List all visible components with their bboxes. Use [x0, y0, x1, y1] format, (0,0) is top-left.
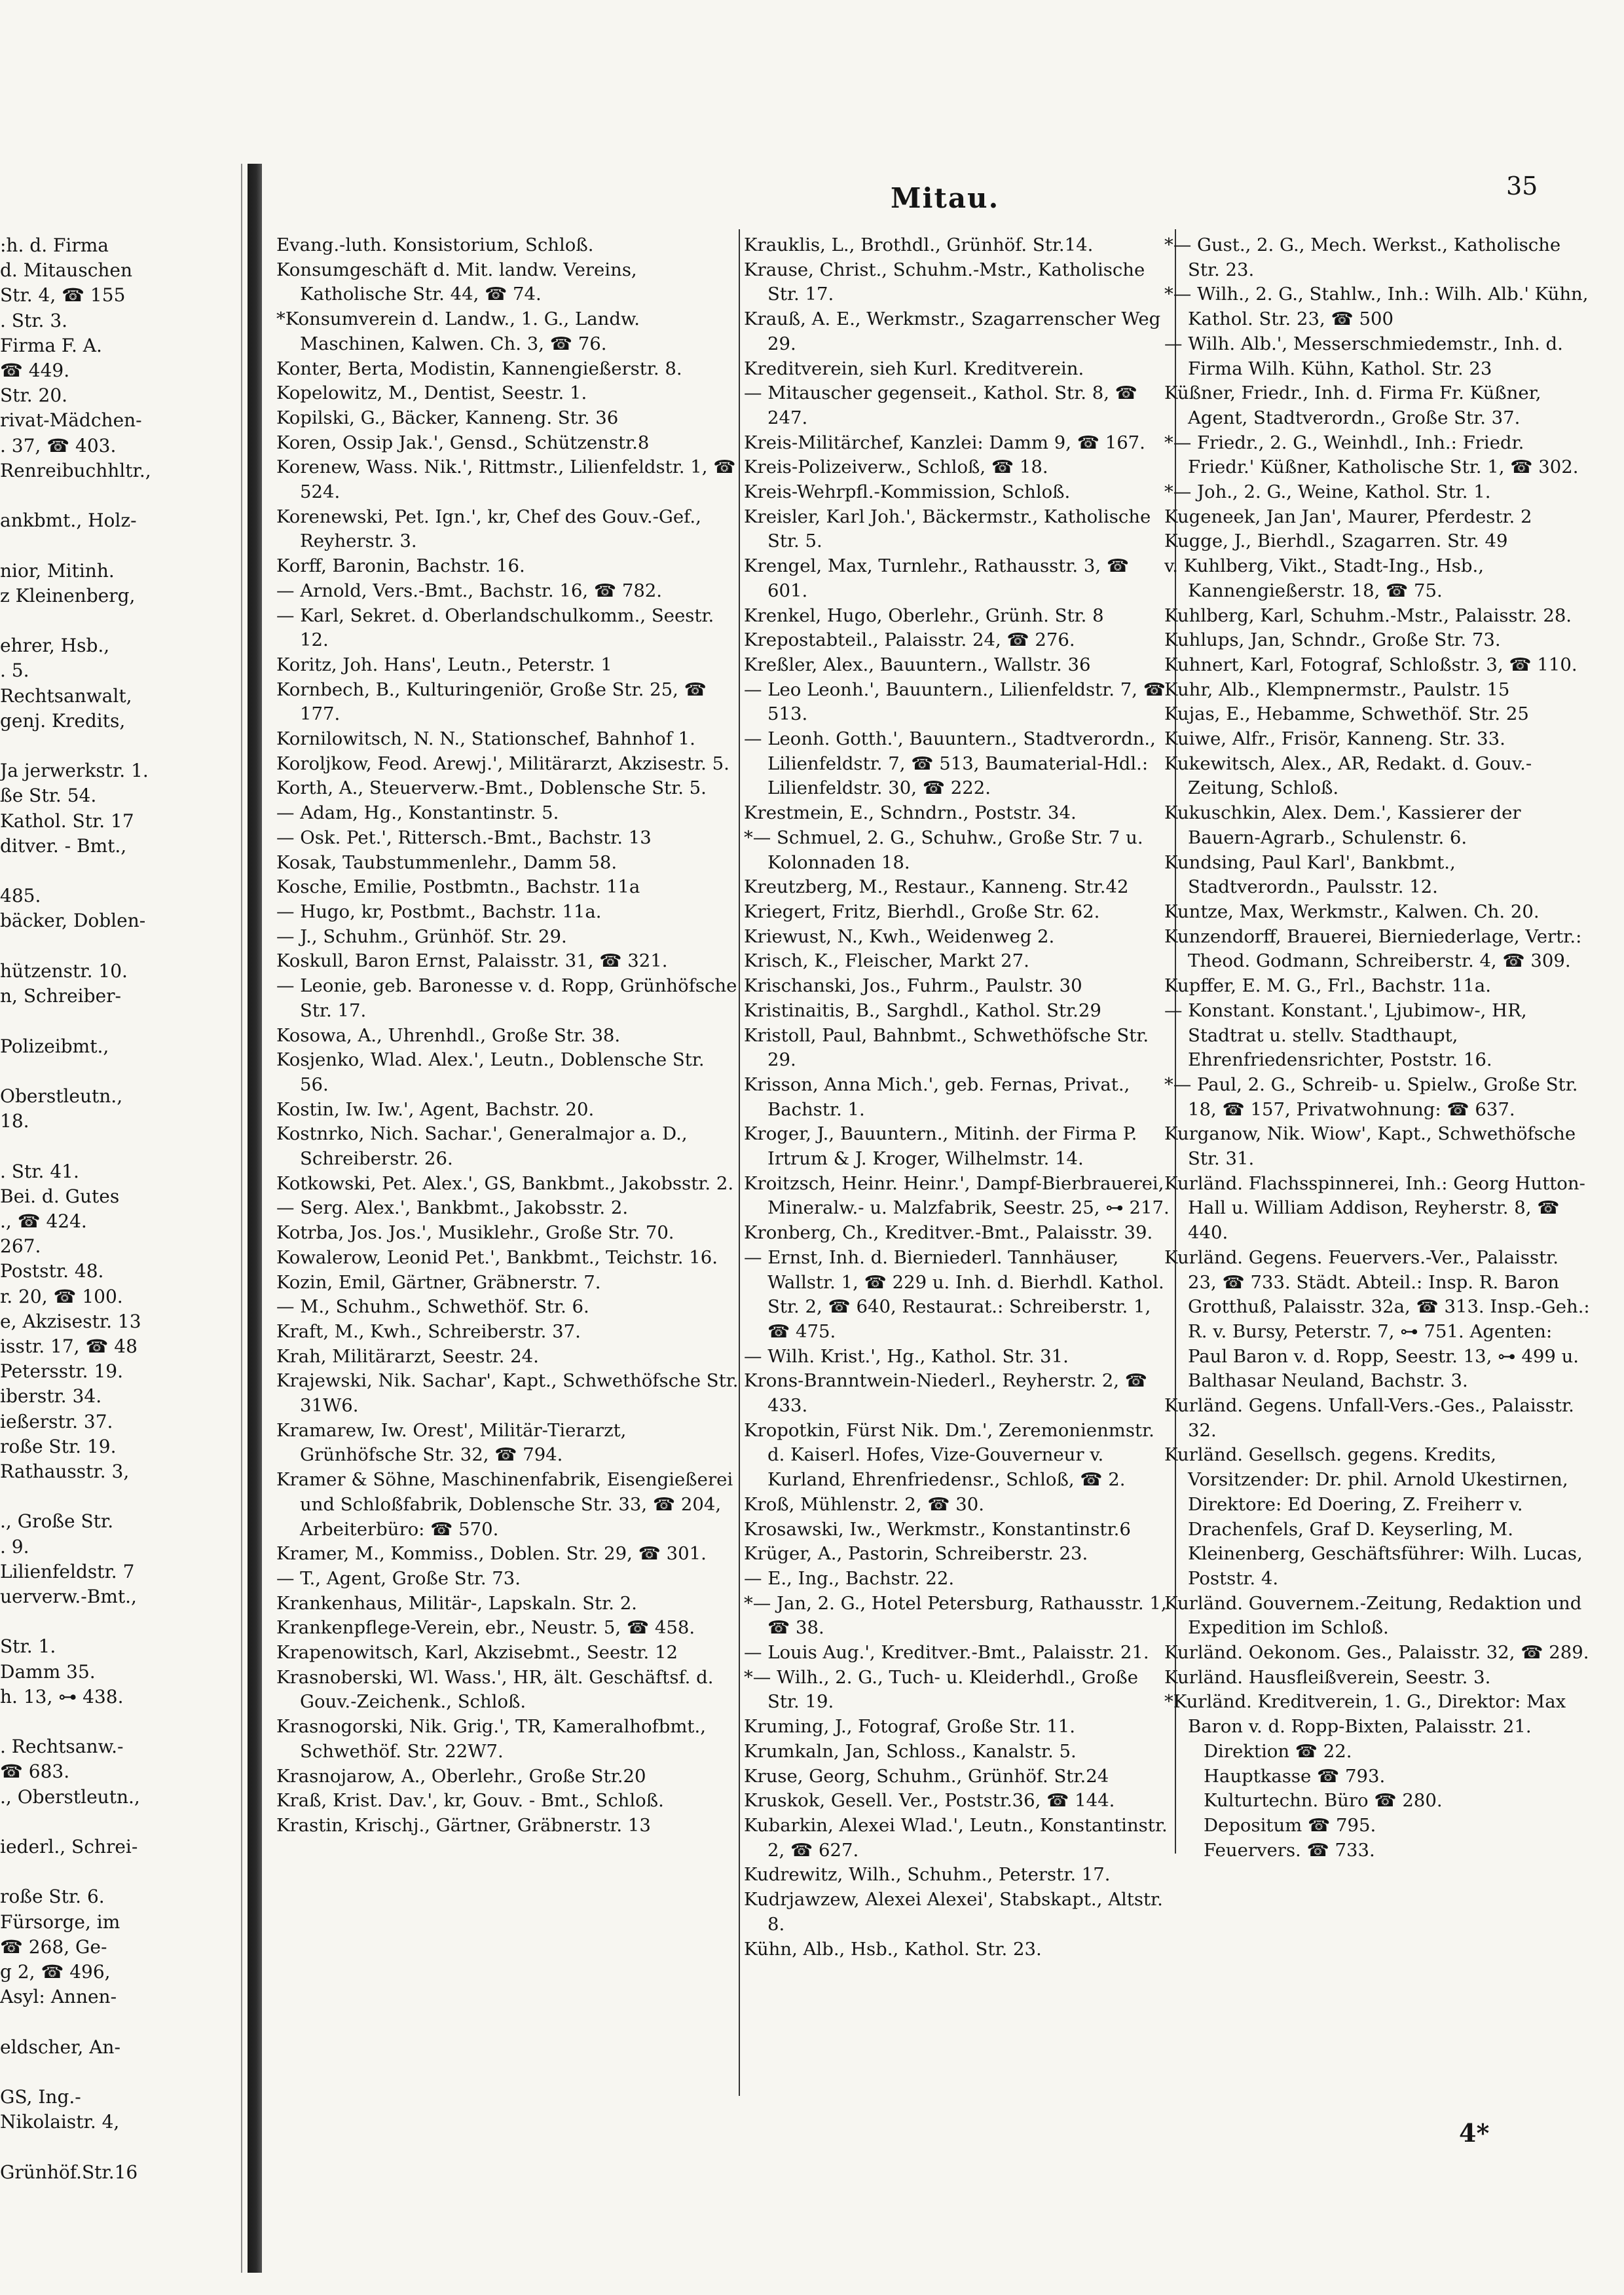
fragment-line: iberstr. 34.	[0, 1385, 102, 1408]
directory-entry: Krasnojarow, A., Oberlehr., Große Str.20	[276, 1765, 646, 1787]
directory-entry: Kornbech, B., Kulturingeniör, Große Str. 25, ☎ 177.	[276, 679, 707, 725]
fragment-line	[0, 1709, 190, 1734]
directory-entry: Krauß, A. E., Werkmstr., Szagarrenscher Weg 29.	[744, 308, 1161, 354]
directory-entry: Kramarew, Iw. Orest', Militär-Tierarzt, Grünhöfsche Str. 32, ☎ 794.	[276, 1419, 627, 1466]
directory-entry: Kruse, Georg, Schuhm., Grünhöf. Str.24	[744, 1765, 1109, 1787]
fragment-line	[0, 1134, 190, 1159]
directory-entry: Kulturtechn. Büro ☎ 280.	[1204, 1790, 1443, 1812]
fragment-line: Rathausstr. 3,	[0, 1460, 130, 1482]
directory-entry: Kroger, J., Bauuntern., Mitinh. der Firma P. Irtrum & J. Kroger, Wilhelmstr. 14.	[744, 1123, 1137, 1170]
directory-entry: Krons-Branntwein-Niederl., Reyherstr. 2, ☎ 433.	[744, 1370, 1148, 1417]
directory-entry: Kornilowitsch, N. N., Stationschef, Bahnhof 1.	[276, 728, 695, 750]
directory-entry: *Konsumverein d. Landw., 1. G., Landw. Maschinen, Kalwen. Ch. 3, ☎ 76.	[276, 308, 640, 354]
directory-entry: Kurländ. Gegens. Feuervers.-Ver., Palaisstr. 23, ☎ 733. Städt. Abteil.: Insp. R. Baron Grotthuß, Palaisstr. 32a, ☎ 313. Insp.-Geh.: R. v. Bursy, Peterstr. 7, ⊶ 751. Agenten: Paul Baron v. d. Ropp, Seestr. 13, ⊶ 499 u. Balthasar Neuland, Bachstr. 3.	[1164, 1246, 1590, 1392]
directory-entry: Kundsing, Paul Karl', Bankbmt., Stadtverordn., Paulsstr. 12.	[1164, 851, 1456, 898]
fragment-line: ditver. - Bmt.,	[0, 834, 127, 857]
directory-entry: *— Wilh., 2. G., Stahlw., Inh.: Wilh. Alb.' Kühn, Kathol. Str. 23, ☎ 500	[1164, 284, 1589, 330]
fragment-line: n, Schreiber-	[0, 985, 121, 1007]
fragment-line: Bei. d. Gutes	[0, 1185, 120, 1207]
directory-entry: Krestmein, E., Schndrn., Poststr. 34.	[744, 802, 1077, 824]
directory-entry: Kreisler, Karl Joh.', Bäckermstr., Katholische Str. 5.	[744, 506, 1151, 552]
directory-entry: Krüger, A., Pastorin, Schreiberstr. 23.	[744, 1543, 1088, 1565]
directory-entry: — Wilh. Alb.', Messerschmiedemstr., Inh. d. Firma Wilh. Kühn, Kathol. Str. 23	[1164, 333, 1563, 379]
directory-entry: — J., Schuhm., Grünhöf. Str. 29.	[276, 925, 567, 947]
directory-entry: Korff, Baronin, Bachstr. 16.	[276, 555, 525, 577]
fragment-line: iederl., Schrei-	[0, 1836, 138, 1857]
directory-entry: — Louis Aug.', Kreditver.-Bmt., Palaisstr. 21.	[744, 1642, 1149, 1664]
directory-entry: — Ernst, Inh. d. Bierniederl. Tannhäuser, Wallstr. 1, ☎ 229 u. Inh. d. Bierhdl. Kathol. Str. 2, ☎ 640, Restaurat.: Schreiberstr. 1, ☎ 475.	[744, 1246, 1164, 1342]
directory-entry: Krapenowitsch, Karl, Akzisebmt., Seestr. 12	[276, 1642, 678, 1664]
directory-entry: Kostin, Iw. Iw.', Agent, Bachstr. 20.	[276, 1098, 595, 1120]
directory-entry: Kurländ. Gesellsch. gegens. Kredits, Vorsitzender: Dr. phil. Arnold Ukestirnen, Direktore: Ed Doering, Z. Freiherr v. Drachenfels, Graf D. Keyserling, M. Kleinenberg, Geschäftsführer: Wilh. Lucas, Poststr. 4.	[1164, 1444, 1583, 1589]
directory-entry: Kropotkin, Fürst Nik. Dm.', Zeremonienmstr. d. Kaiserl. Hofes, Vize-Gouverneur v. Kurland, Ehrenfriedensr., Schloß, ☎ 2.	[744, 1419, 1154, 1491]
fragment-line: eldscher, An-	[0, 2036, 120, 2058]
fragment-line: Str. 4, ☎ 155	[0, 284, 126, 307]
fragment-line: Asyl: Annen-	[0, 1986, 117, 2008]
directory-entry: — Mitauscher gegenseit., Kathol. Str. 8, ☎ 247.	[744, 382, 1137, 428]
fragment-line	[0, 1484, 190, 1509]
directory-entry: Koren, Ossip Jak.', Gensd., Schützenstr.8	[276, 432, 650, 453]
directory-entry: Kronberg, Ch., Kreditver.-Bmt., Palaisstr. 39.	[744, 1222, 1153, 1244]
column-divider	[739, 229, 740, 2096]
fragment-line: d. Mitauschen	[0, 259, 133, 282]
fragment-line: 267.	[0, 1235, 41, 1258]
directory-entry: — Leonie, geb. Baronesse v. d. Ropp, Grünhöfsche Str. 17.	[276, 975, 737, 1021]
fragment-line: Rechtsanwalt,	[0, 684, 132, 707]
fragment-line	[0, 2009, 190, 2034]
directory-entry: v. Kuhlberg, Vikt., Stadt-Ing., Hsb., Kannengießerstr. 18, ☎ 75.	[1164, 555, 1484, 601]
fragment-line	[0, 1009, 190, 1034]
directory-entry: *— Schmuel, 2. G., Schuhw., Große Str. 7 u. Kolonnaden 18.	[744, 827, 1143, 873]
directory-entry: Kosak, Taubstummenlehr., Damm 58.	[276, 851, 618, 873]
fragment-line	[0, 934, 190, 959]
directory-entry: Krischanski, Jos., Fuhrm., Paulstr. 30	[744, 975, 1082, 997]
fragment-line	[0, 1810, 190, 1835]
fragment-line: . 9.	[0, 1535, 29, 1558]
directory-entry: Kuhnert, Karl, Fotograf, Schloßstr. 3, ☎ 110.	[1164, 654, 1578, 675]
fragment-line: z Kleinenberg,	[0, 584, 136, 606]
directory-entry: Krengel, Max, Turnlehr., Rathausstr. 3, ☎ 601.	[744, 555, 1130, 601]
directory-entry: Kramer, M., Kommiss., Doblen. Str. 29, ☎ 301.	[276, 1543, 707, 1565]
fragment-line: ießerstr. 37.	[0, 1410, 113, 1432]
fragment-line	[0, 1609, 190, 1634]
fragment-line	[0, 483, 190, 508]
directory-entry: Krosawski, Iw., Werkmstr., Konstantinstr.6	[744, 1518, 1131, 1540]
directory-entry: Kroß, Mühlenstr. 2, ☎ 30.	[744, 1493, 984, 1515]
fragment-line: h. 13, ⊶ 438.	[0, 1685, 124, 1707]
fragment-line: Firma F. A.	[0, 334, 102, 356]
directory-entry: Kuhr, Alb., Klempnermstr., Paulstr. 15	[1164, 679, 1510, 700]
directory-entry: Krasnoberski, Wl. Wass.', HR, ält. Geschäftsf. d. Gouv.-Zeichenk., Schloß.	[276, 1666, 714, 1713]
fragment-line: ☎ 683.	[0, 1761, 70, 1783]
directory-entry: Korth, A., Steuerverw.-Bmt., Doblensche Str. 5.	[276, 777, 707, 799]
fragment-line	[0, 734, 190, 758]
directory-entry: Kukuschkin, Alex. Dem.', Kassierer der Bauern-Agrarb., Schulenstr. 6.	[1164, 802, 1521, 848]
directory-entry: Kreßler, Alex., Bauuntern., Wallstr. 36	[744, 654, 1091, 675]
directory-entry: Kugeneek, Jan Jan', Maurer, Pferdestr. 2	[1164, 506, 1532, 527]
fragment-line: isstr. 17, ☎ 48	[0, 1335, 138, 1357]
directory-entry: Kühn, Alb., Hsb., Kathol. Str. 23.	[744, 1938, 1042, 1960]
fragment-line: Poststr. 48.	[0, 1260, 104, 1282]
directory-entry: Koroljkow, Feod. Arewj.', Militärarzt, Akzisestr. 5.	[276, 753, 729, 774]
directory-entry: — Wilh. Krist.', Hg., Kathol. Str. 31.	[744, 1345, 1069, 1367]
fragment-line: GS, Ing.-	[0, 2086, 81, 2108]
fragment-line: . 5.	[0, 660, 29, 682]
directory-column-3	[1164, 233, 1593, 1863]
directory-entry: Kudrewitz, Wilh., Schuhm., Peterstr. 17.	[744, 1864, 1111, 1886]
page-title: Mitau.	[891, 182, 1000, 214]
directory-entry: Evang.-luth. Konsistorium, Schloß.	[276, 234, 594, 255]
fragment-line: ehrer, Hsb.,	[0, 635, 110, 657]
directory-entry: Kreis-Wehrpfl.-Kommission, Schloß.	[744, 481, 1071, 503]
directory-entry: Krenkel, Hugo, Oberlehr., Grünh. Str. 8	[744, 605, 1104, 626]
directory-entry: Krisch, K., Fleischer, Markt 27.	[744, 950, 1029, 972]
fragment-line: roße Str. 6.	[0, 1886, 105, 1908]
directory-entry: Direktion ☎ 22.	[1204, 1740, 1352, 1762]
fragment-line: ., Große Str.	[0, 1510, 114, 1533]
directory-entry: Kotkowski, Pet. Alex.', GS, Bankbmt., Jakobsstr. 2.	[276, 1172, 734, 1194]
directory-entry: Kupffer, E. M. G., Frl., Bachstr. 11a.	[1164, 975, 1491, 997]
binding-line	[241, 164, 242, 2273]
directory-entry: Kugge, J., Bierhdl., Szagarren. Str. 49	[1164, 531, 1508, 552]
fragment-line	[0, 2135, 190, 2159]
directory-entry: Kriewust, N., Kwh., Weidenweg 2.	[744, 925, 1055, 947]
directory-entry: Kriegert, Fritz, Bierhdl., Große Str. 62.	[744, 901, 1100, 922]
directory-entry: *— Joh., 2. G., Weine, Kathol. Str. 1.	[1164, 481, 1491, 503]
fragment-line: Ja jerwerkstr. 1.	[0, 760, 149, 782]
fragment-line: Kathol. Str. 17	[0, 810, 134, 832]
fragment-line: Str. 20.	[0, 384, 68, 407]
directory-entry: Kurganow, Nik. Wiow', Kapt., Schwethöfsche Str. 31.	[1164, 1123, 1576, 1170]
directory-entry: Kreis-Polizeiverw., Schloß, ☎ 18.	[744, 457, 1048, 478]
directory-entry: *— Friedr., 2. G., Weinhdl., Inh.: Friedr. Friedr.' Küßner, Katholische Str. 1, ☎ 302.	[1164, 432, 1579, 478]
directory-entry: Kroitzsch, Heinr. Heinr.', Dampf-Bierbrauerei, Mineralw.- u. Malzfabrik, Seestr. 25, ⊶ 217.	[744, 1172, 1170, 1219]
fragment-line: ☎ 449.	[0, 360, 70, 382]
directory-entry: Kruskok, Gesell. Ver., Poststr.36, ☎ 144.	[744, 1790, 1115, 1812]
fragment-line	[0, 1059, 190, 1084]
directory-entry: Kruming, J., Fotograf, Große Str. 11.	[744, 1716, 1076, 1738]
directory-entry: Kristoll, Paul, Bahnbmt., Schwethöfsche Str. 29.	[744, 1024, 1149, 1071]
directory-entry: Krauklis, L., Brothdl., Grünhöf. Str.14.	[744, 234, 1094, 255]
fragment-line	[0, 608, 190, 633]
fragment-line: . Str. 3.	[0, 309, 68, 331]
fragment-line: Damm 35.	[0, 1660, 96, 1683]
directory-entry: Krankenpflege-Verein, ebr., Neustr. 5, ☎ 458.	[276, 1617, 695, 1639]
directory-entry: Kurländ. Hausfleißverein, Seestr. 3.	[1164, 1666, 1491, 1688]
fragment-line: Nikolaistr. 4,	[0, 2111, 120, 2133]
directory-entry: *— Wilh., 2. G., Tuch- u. Kleiderhdl., Große Str. 19.	[744, 1666, 1138, 1713]
fragment-line	[0, 533, 190, 558]
fragment-line	[0, 1859, 190, 1884]
directory-entry: Koskull, Baron Ernst, Palaisstr. 31, ☎ 321.	[276, 950, 668, 972]
directory-entry: Kosowa, A., Uhrenhdl., Große Str. 38.	[276, 1024, 621, 1046]
fragment-line: Oberstleutn.,	[0, 1085, 123, 1107]
directory-entry: — Adam, Hg., Konstantinstr. 5.	[276, 802, 559, 824]
directory-entry: — Karl, Sekret. d. Oberlandschulkomm., Seestr. 12.	[276, 605, 714, 651]
fragment-line: 18.	[0, 1110, 29, 1132]
fragment-line: ankbmt., Holz-	[0, 510, 137, 532]
directory-entry: Konter, Berta, Modistin, Kannengießerstr. 8.	[276, 358, 682, 379]
directory-entry: Kozin, Emil, Gärtner, Gräbnerstr. 7.	[276, 1271, 601, 1293]
fragment-line: bäcker, Doblen-	[0, 910, 146, 932]
fragment-line: Petersstr. 19.	[0, 1360, 123, 1383]
directory-entry: — Konstant. Konstant.', Ljubimow-, HR, Stadtrat u. stellv. Stadthaupt, Ehrenfriedensrichter, Poststr. 16.	[1164, 999, 1527, 1071]
fragment-line: genj. Kredits,	[0, 709, 126, 732]
directory-entry: Kramer & Söhne, Maschinenfabrik, Eisengießerei und Schloßfabrik, Doblensche Str. 33, ☎ 204, Arbeiterbüro: ☎ 570.	[276, 1469, 733, 1540]
fragment-line: . Rechtsanw.-	[0, 1736, 124, 1758]
fragment-line: r. 20, ☎ 100.	[0, 1285, 123, 1307]
directory-entry: Kraft, M., Kwh., Schreiberstr. 37.	[276, 1320, 581, 1342]
fragment-line: Lilienfeldstr. 7	[0, 1560, 135, 1582]
fragment-line: . 37, ☎ 403.	[0, 434, 117, 457]
directory-entry: — Serg. Alex.', Bankbmt., Jakobsstr. 2.	[276, 1197, 629, 1219]
directory-entry: Krajewski, Nik. Sachar', Kapt., Schwethöfsche Str. 31W6.	[276, 1370, 739, 1417]
directory-entry: Kosjenko, Wlad. Alex.', Leutn., Doblensche Str. 56.	[276, 1049, 705, 1095]
directory-entry: Kurländ. Gegens. Unfall-Vers.-Ges., Palaisstr. 32.	[1164, 1395, 1574, 1441]
directory-entry: Kowalerow, Leonid Pet.', Bankbmt., Teichstr. 16.	[276, 1246, 718, 1268]
fragment-line: 485.	[0, 885, 41, 907]
directory-entry: *— Paul, 2. G., Schreib- u. Spielw., Große Str. 18, ☎ 157, Privatwohnung: ☎ 637.	[1164, 1073, 1578, 1120]
directory-entry: Krause, Christ., Schuhm.-Mstr., Katholische Str. 17.	[744, 259, 1145, 305]
fragment-line: Renreibuchhltr.,	[0, 459, 151, 481]
fragment-line: Polizeibmt.,	[0, 1035, 109, 1057]
directory-entry: Kujas, E., Hebamme, Schwethöf. Str. 25	[1164, 703, 1529, 725]
fragment-line: ., ☎ 424.	[0, 1210, 87, 1232]
signature-mark: 4*	[1459, 2118, 1490, 2148]
directory-entry: Kreutzberg, M., Restaur., Kanneng. Str.42	[744, 876, 1129, 898]
fragment-line: ., Oberstleutn.,	[0, 1785, 140, 1808]
directory-entry: Kuiwe, Alfr., Frisör, Kanneng. Str. 33.	[1164, 728, 1505, 750]
directory-entry: — M., Schuhm., Schwethöf. Str. 6.	[276, 1296, 589, 1318]
directory-entry: Krankenhaus, Militär-, Lapskaln. Str. 2.	[276, 1592, 637, 1614]
fragment-line: ☎ 268, Ge-	[0, 1935, 107, 1958]
directory-entry: Kreditverein, sieh Kurl. Kreditverein.	[744, 358, 1084, 379]
directory-entry: Küßner, Friedr., Inh. d. Firma Fr. Küßner, Agent, Stadtverordn., Große Str. 37.	[1164, 382, 1541, 428]
fragment-line: Fürsorge, im	[0, 1911, 120, 1933]
fragment-line	[0, 2060, 190, 2085]
directory-entry: Koritz, Joh. Hans', Leutn., Peterstr. 1	[276, 654, 612, 675]
directory-entry: Kopilski, G., Bäcker, Kanneng. Str. 36	[276, 407, 619, 428]
directory-entry: Krumkaln, Jan, Schloss., Kanalstr. 5.	[744, 1740, 1077, 1762]
fragment-line: :h. d. Firma	[0, 234, 109, 256]
directory-entry: Krasnogorski, Nik. Grig.', TR, Kameralhofbmt., Schwethöf. Str. 22W7.	[276, 1716, 706, 1762]
directory-entry: Kreis-Militärchef, Kanzlei: Damm 9, ☎ 167.	[744, 432, 1145, 453]
fragment-line: Str. 1.	[0, 1635, 56, 1658]
directory-entry: Kuhlups, Jan, Schndr., Große Str. 73.	[1164, 629, 1501, 651]
directory-entry: — Hugo, kr, Postbmt., Bachstr. 11a.	[276, 901, 602, 922]
fragment-line: . Str. 41.	[0, 1160, 79, 1182]
fragment-line: g 2, ☎ 496,	[0, 1961, 111, 1983]
directory-entry: — Osk. Pet.', Rittersch.-Bmt., Bachstr. 13	[276, 827, 652, 848]
directory-column-1	[276, 233, 739, 1838]
left-page-fragment	[0, 233, 190, 2185]
directory-entry: — E., Ing., Bachstr. 22.	[744, 1567, 955, 1589]
directory-entry: *— Jan, 2. G., Hotel Petersburg, Rathausstr. 1, ☎ 38.	[744, 1592, 1167, 1639]
directory-entry: Kostnrko, Nich. Sachar.', Generalmajor a. D., Schreiberstr. 26.	[276, 1123, 688, 1170]
directory-entry: Krisson, Anna Mich.', geb. Fernas, Privat., Bachstr. 1.	[744, 1073, 1130, 1120]
fragment-line: e, Akzisestr. 13	[0, 1310, 141, 1332]
fragment-line: rivat-Mädchen-	[0, 409, 142, 432]
directory-entry: Krastin, Krischj., Gärtner, Gräbnerstr. 13	[276, 1815, 651, 1836]
fragment-line: hützenstr. 10.	[0, 960, 128, 982]
directory-entry: Feuervers. ☎ 733.	[1204, 1839, 1375, 1861]
directory-entry: Kuntze, Max, Werkmstr., Kalwen. Ch. 20.	[1164, 901, 1540, 922]
directory-entry: Kurländ. Oekonom. Ges., Palaisstr. 32, ☎ 289.	[1164, 1642, 1589, 1664]
directory-entry: Kunzendorff, Brauerei, Bierniederlage, Vertr.: Theod. Godmann, Schreiberstr. 4, ☎ 309.	[1164, 925, 1582, 972]
directory-entry: Kosche, Emilie, Postbmtn., Bachstr. 11a	[276, 876, 640, 898]
directory-entry: Konsumgeschäft d. Mit. landw. Vereins, Katholische Str. 44, ☎ 74.	[276, 259, 637, 305]
page-number: 35	[1506, 172, 1538, 200]
fragment-line: Grünhöf.Str.16	[0, 2161, 138, 2183]
directory-entry: Krah, Militärarzt, Seestr. 24.	[276, 1345, 539, 1367]
directory-entry: — Leo Leonh.', Bauuntern., Lilienfeldstr. 7, ☎ 513.	[744, 679, 1166, 725]
directory-entry: — T., Agent, Große Str. 73.	[276, 1567, 521, 1589]
fragment-line	[0, 859, 190, 884]
directory-entry: *— Gust., 2. G., Mech. Werkst., Katholische Str. 23.	[1164, 234, 1561, 280]
directory-entry: — Leonh. Gotth.', Bauuntern., Stadtverordn., Lilienfeldstr. 7, ☎ 513, Baumaterial-Hdl.: Lilienfeldstr. 30, ☎ 222.	[744, 728, 1156, 799]
directory-entry: Depositum ☎ 795.	[1204, 1815, 1376, 1836]
directory-column-2	[744, 233, 1172, 1962]
directory-entry: Kukewitsch, Alex., AR, Redakt. d. Gouv.-Zeitung, Schloß.	[1164, 753, 1532, 799]
fragment-line: roße Str. 19.	[0, 1435, 117, 1457]
directory-entry: Kubarkin, Alexei Wlad.', Leutn., Konstantinstr. 2, ☎ 627.	[744, 1815, 1168, 1861]
directory-entry: Korenewski, Pet. Ign.', kr, Chef des Gouv.-Gef., Reyherstr. 3.	[276, 506, 701, 552]
directory-entry: Kurländ. Gouvernem.-Zeitung, Redaktion und Expedition im Schloß.	[1164, 1592, 1582, 1639]
directory-entry: Krepostabteil., Palaisstr. 24, ☎ 276.	[744, 629, 1075, 651]
directory-entry: Kraß, Krist. Dav.', kr, Gouv. - Bmt., Schloß.	[276, 1790, 664, 1812]
fragment-line: uerverw.-Bmt.,	[0, 1585, 137, 1607]
page-gutter-shadow	[248, 164, 262, 2273]
directory-entry: Kristinaitis, B., Sarghdl., Kathol. Str.29	[744, 999, 1101, 1021]
fragment-line: nior, Mitinh.	[0, 559, 115, 582]
directory-entry: Korenew, Wass. Nik.', Rittmstr., Lilienfeldstr. 1, ☎ 524.	[276, 457, 736, 503]
directory-entry: Kopelowitz, M., Dentist, Seestr. 1.	[276, 382, 587, 404]
directory-entry: Kurländ. Flachsspinnerei, Inh.: Georg Hutton-Hall u. William Addison, Reyherstr. 8, ☎ 440.	[1164, 1172, 1585, 1244]
directory-entry: *Kurländ. Kreditverein, 1. G., Direktor: Max Baron v. d. Ropp-Bixten, Palaisstr. 21.	[1164, 1691, 1566, 1738]
directory-entry: Kotrba, Jos. Jos.', Musiklehr., Große Str. 70.	[276, 1222, 674, 1244]
directory-entry: Kudrjawzew, Alexei Alexei', Stabskapt., Altstr. 8.	[744, 1889, 1163, 1935]
directory-entry: Hauptkasse ☎ 793.	[1204, 1765, 1386, 1787]
fragment-line: ße Str. 54.	[0, 785, 97, 807]
directory-entry: Kuhlberg, Karl, Schuhm.-Mstr., Palaisstr. 28.	[1164, 605, 1572, 626]
directory-entry: — Arnold, Vers.-Bmt., Bachstr. 16, ☎ 782.	[276, 580, 663, 601]
